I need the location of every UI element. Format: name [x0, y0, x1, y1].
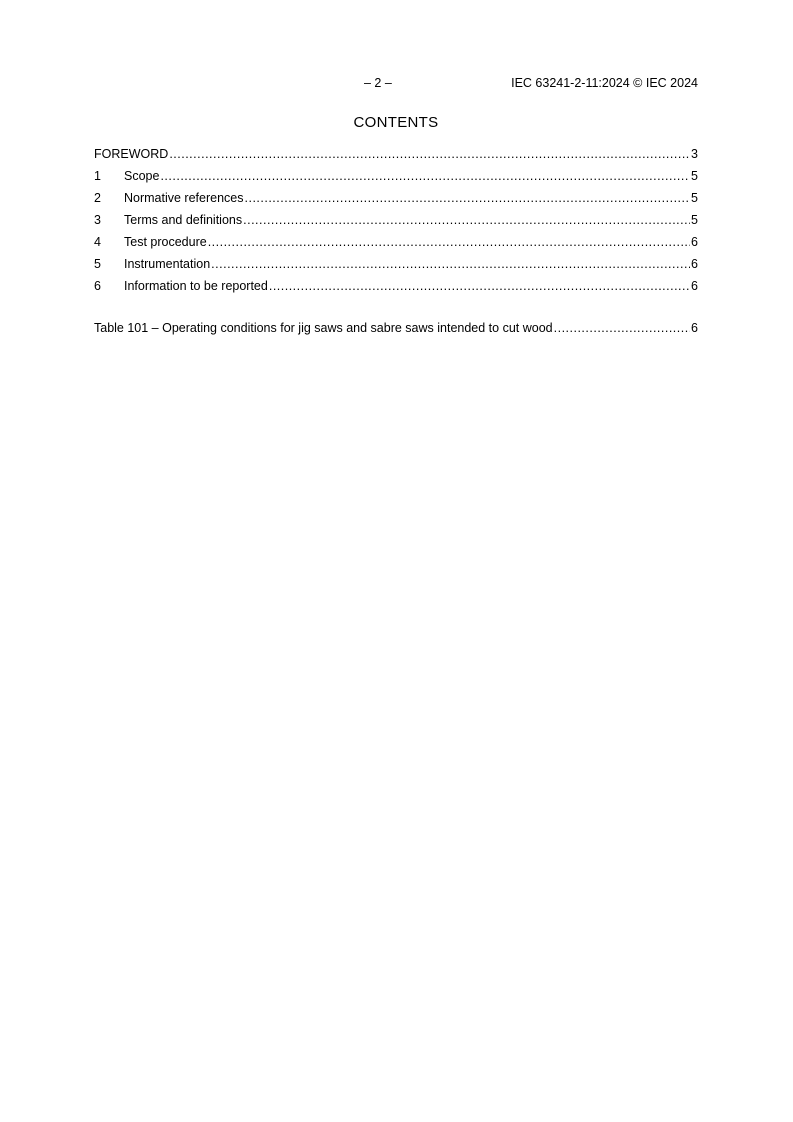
toc-entry-number: 6 — [94, 279, 101, 293]
toc-entry-terms-and-definitions[interactable] — [94, 212, 698, 234]
toc-entry-page: 5 — [691, 213, 698, 227]
toc-dot-leader — [211, 256, 690, 272]
toc-entry-number: 2 — [94, 191, 101, 205]
toc-entry-page: 5 — [691, 191, 698, 205]
toc-entry-page: 5 — [691, 169, 698, 183]
toc-dot-leader — [245, 190, 691, 206]
toc-entry-title: Terms and definitions — [124, 213, 243, 227]
page-number: – 2 – — [364, 76, 392, 90]
toc-entry-title: Scope — [124, 169, 160, 183]
toc-entry-page: 6 — [691, 257, 698, 271]
table-of-contents — [94, 146, 698, 300]
toc-entry-page: 3 — [691, 147, 698, 161]
toc-dot-leader — [160, 168, 690, 184]
toc-dot-leader — [169, 146, 690, 162]
table-entry-title: Table 101 – Operating conditions for jig saws and sabre saws intended to cut wood — [94, 321, 553, 335]
toc-entry-scope[interactable] — [94, 168, 698, 190]
toc-entry-number: 3 — [94, 213, 101, 227]
contents-title: CONTENTS — [353, 114, 439, 131]
toc-entry-number: 5 — [94, 257, 101, 271]
page-header — [94, 76, 698, 94]
toc-entry-title: Instrumentation — [124, 257, 211, 271]
list-of-tables — [94, 320, 698, 342]
toc-entry-page: 6 — [691, 235, 698, 249]
toc-dot-leader — [208, 234, 690, 250]
toc-dot-leader — [243, 212, 690, 228]
toc-entry-information-to-be-reported[interactable] — [94, 278, 698, 300]
toc-entry-normative-references[interactable] — [94, 190, 698, 212]
table-entry-page: 6 — [691, 321, 698, 335]
document-reference: IEC 63241-2-11:2024 © IEC 2024 — [511, 76, 698, 90]
toc-entry-title: FOREWORD — [94, 147, 169, 161]
toc-entry-number: 4 — [94, 235, 101, 249]
toc-entry-foreword[interactable] — [94, 146, 698, 168]
toc-entry-number: 1 — [94, 169, 101, 183]
toc-dot-leader — [554, 320, 690, 336]
table-entry-table-101[interactable] — [94, 320, 698, 342]
toc-entry-title: Test procedure — [124, 235, 207, 249]
toc-entry-instrumentation[interactable] — [94, 256, 698, 278]
toc-dot-leader — [269, 278, 690, 294]
toc-entry-title: Information to be reported — [124, 279, 268, 293]
toc-entry-test-procedure[interactable] — [94, 234, 698, 256]
toc-entry-title: Normative references — [124, 191, 244, 205]
toc-entry-page: 6 — [691, 279, 698, 293]
